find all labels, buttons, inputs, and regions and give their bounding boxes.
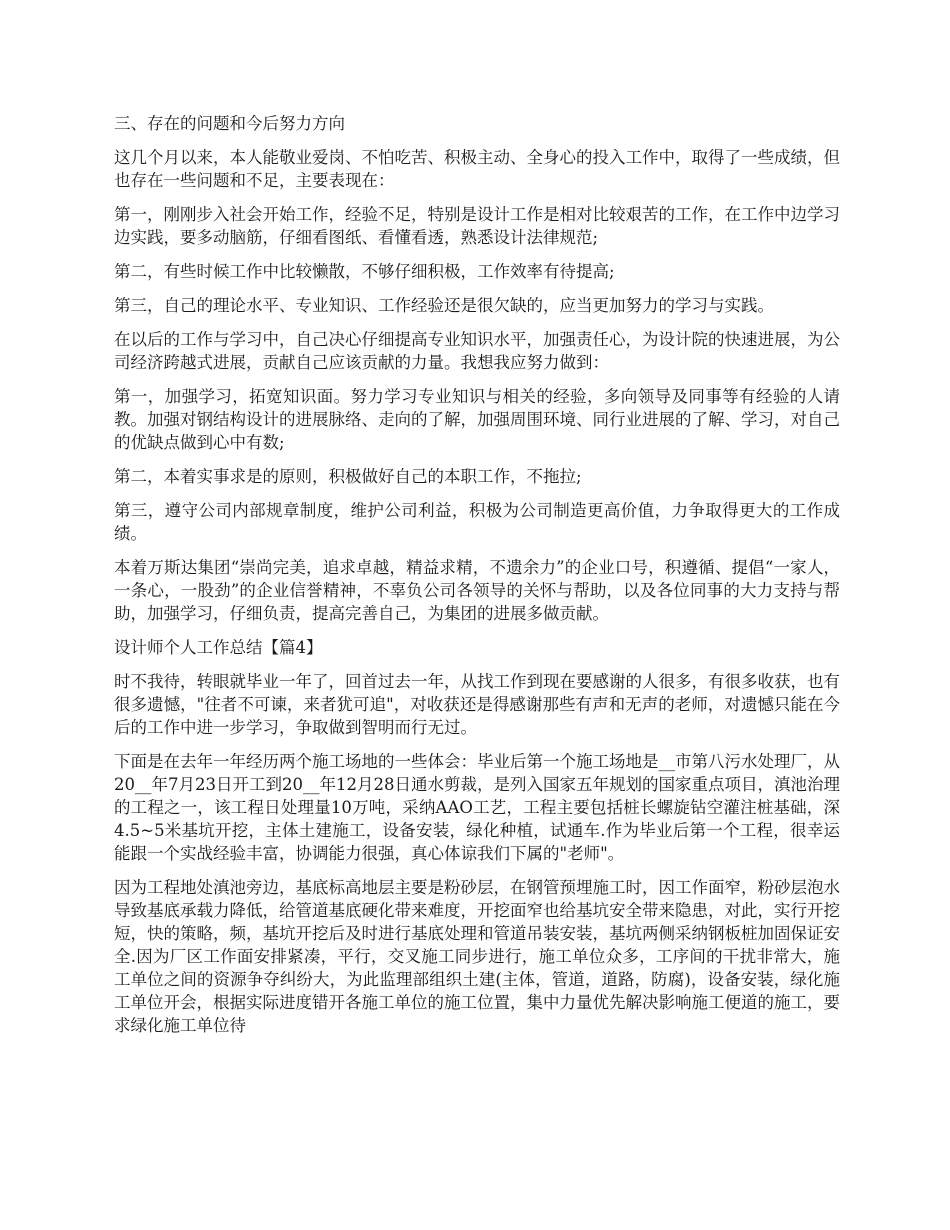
paragraph: 第一，刚刚步入社会开始工作，经验不足，特别是设计工作是相对比较艰苦的工作，在工作中边学习边实践，要多动脑筋，仔细看图纸、看懂看透，熟悉设计法律规范;: [114, 205, 840, 247]
paragraph: 第三，自己的理论水平、专业知识、工作经验还是很欠缺的，应当更加努力的学习与实践。: [114, 296, 774, 315]
paragraph: 时不我待，转眼就毕业一年了，回首过去一年，从找工作到现在要感谢的人很多，有很多收获，也有很多遗憾，"往者不可谏，来者犹可追"，对收获还是得感谢那些有声和无声的老师，对遗憾只能在今后的工作中进一步学习，争取做到智明而行无过。: [114, 672, 840, 737]
paragraph: 在以后的工作与学习中，自己决心仔细提高专业知识水平，加强责任心，为设计院的快速进展，为公司经济跨越式进展，贡献自己应该贡献的力量。我想我应努力做到：: [114, 330, 840, 372]
paragraph: 第二，有些时候工作中比较懒散，不够仔细积极，工作效率有待提高;: [114, 262, 615, 281]
paragraph: 第二，本着实事求是的原则，积极做好自己的本职工作，不拖拉;: [114, 467, 582, 486]
paragraph: 第一，加强学习，拓宽知识面。努力学习专业知识与相关的经验，多向领导及同事等有经验的人请教。加强对钢结构设计的进展脉络、走向的了解，加强周围环境、同行业进展的了解、学习，对自己的优缺点做到心中有数;: [114, 387, 840, 452]
paragraph: 第三，遵守公司内部规章制度，维护公司利益，积极为公司制造更高价值，力争取得更大的工作成绩。: [114, 501, 840, 543]
paragraph: 因为工程地处滇池旁边，基底标高地层主要是粉砂层，在钢管预埋施工时，因工作面窄，粉砂层泡水导致基底承载力降低，给管道基底硬化带来难度，开挖面窄也给基坑安全带来隐患，对此，实行开挖短，快的策略，频，基坑开挖后及时进行基底处理和管道吊装安装，基坑两侧采纳钢板桩加固保证安全.因为厂区工作面安排紧凑，平行，交叉施工同步进行，施工单位众多，工序间的干扰非常大，施工单位之间的资源争夺纠纷大，为此监理部组织土建(主体，管道，道路，防腐)，设备安装，绿化施工单位开会，根据实际进度错开各施工单位的施工位置，集中力量优先解决影响施工便道的施工，要求绿化施工单位待: [114, 878, 840, 1035]
document-page: [114, 112, 840, 1048]
paragraph: 这几个月以来，本人能敬业爱岗、不怕吃苦、积极主动、全身心的投入工作中，取得了一些成绩，但也存在一些问题和不足，主要表现在：: [114, 148, 840, 190]
paragraph: 本着万斯达集团“崇尚完美，追求卓越，精益求精，不遗余力”的企业口号，积遵循、提倡“一家人，一条心，一股劲”的企业信誉精神，不辜负公司各领导的关怀与帮助，以及各位同事的大力支持与帮助，加强学习，仔细负责，提高完善自己，为集团的进展多做贡献。: [114, 558, 840, 623]
article-heading: 设计师个人工作总结【篇4】: [114, 638, 323, 657]
paragraph: 下面是在去年一年经历两个施工场地的一些体会：毕业后第一个施工场地是__市第八污水处理厂，从20__年7月23日开工到20__年12月28日通水剪裁，是列入国家五年规划的国家重点项目，滇池治理的工程之一，该工程日处理量10万吨，采纳AAO工艺，工程主要包括桩长螺旋钻空灌注桩基础，深4.5~5米基坑开挖，主体土建施工，设备安装，绿化种植，试通车.作为毕业后第一个工程，很幸运能跟一个实战经验丰富，协调能力很强，真心体谅我们下属的"老师"。: [114, 752, 840, 863]
section-heading: 三、存在的问题和今后努力方向: [114, 114, 345, 133]
